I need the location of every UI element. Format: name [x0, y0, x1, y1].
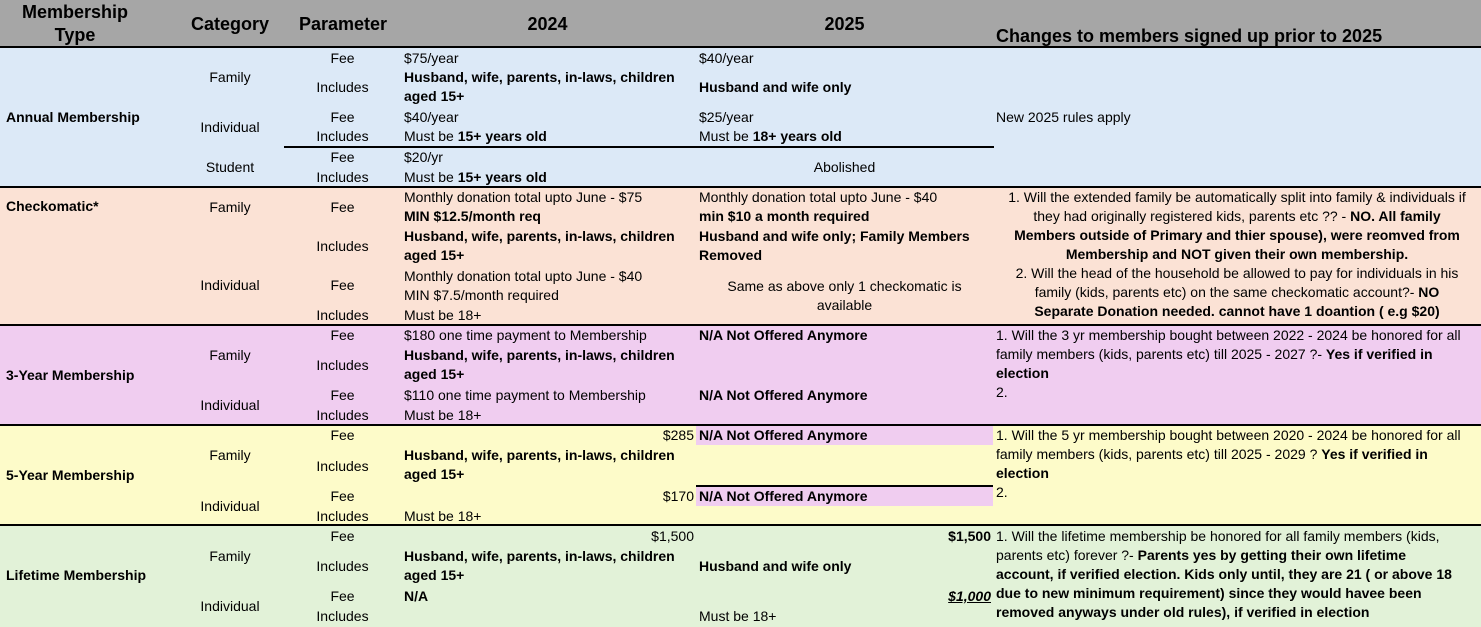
changes-text: New 2025 rules apply: [996, 109, 1131, 125]
membership-type-label: 5-Year Membership: [6, 467, 135, 483]
param-fee: Fee: [330, 327, 355, 343]
header-category: Category: [190, 14, 270, 34]
category-individual: Individual: [200, 498, 260, 514]
param-includes: Includes: [316, 238, 369, 254]
membership-type-label: Annual Membership: [6, 109, 140, 125]
param-fee: Fee: [330, 199, 355, 215]
param-includes: Includes: [316, 79, 369, 95]
param-fee: Fee: [330, 50, 355, 66]
includes-2025: Husband and wife only; Family Members Removed: [699, 228, 970, 263]
param-includes: Includes: [316, 407, 369, 423]
category-family: Family: [209, 447, 251, 463]
fee-2024: N/A: [404, 588, 429, 604]
category-individual: Individual: [200, 277, 260, 293]
category-family: Family: [209, 548, 251, 564]
includes-2024: Must be 15+ years old: [404, 169, 547, 185]
category-individual: Individual: [200, 598, 260, 614]
fee-2025: N/A Not Offered Anymore: [699, 387, 868, 403]
fee-2025: Monthly donation total upto June - $40 min $10 a month required: [699, 189, 938, 224]
param-includes: Includes: [316, 169, 369, 185]
param-includes: Includes: [316, 608, 369, 624]
includes-2025: Husband and wife only: [699, 558, 852, 574]
fee-2024: $20/yr: [404, 149, 443, 165]
param-fee: Fee: [330, 109, 355, 125]
category-family: Family: [209, 347, 251, 363]
param-includes: Includes: [316, 307, 369, 323]
header-membership-type: Membership Type: [21, 2, 129, 45]
fee-2025: Same as above only 1 checkomatic is available: [727, 278, 962, 313]
includes-2024: Must be 18+: [404, 307, 482, 323]
fee-2025: $1,000: [948, 588, 991, 604]
fee-2025: N/A Not Offered Anymore: [699, 427, 868, 443]
category-family: Family: [209, 69, 251, 85]
header-changes: Changes to members signed up prior to 2025: [996, 26, 1383, 46]
fee-2024: $180 one time payment to Membership: [404, 327, 647, 343]
includes-2024: Must be 18+: [404, 508, 482, 524]
membership-type-label: Checkomatic*: [6, 198, 99, 214]
changes-text: 1. Will the extended family be automatically split into family & individuals if they had originally registered kids, parents etc ?? - NO. All family Members outside of Primary and thier spouse), were reomved from Membership and NOT given their own membership. 2. Will the head of the household be allowed to pay for individuals in his family (kids, parents etc) on the same checkomatic account?- NO Separate Donation needed. cannot have 1 doantion ( e.g $20): [1008, 189, 1466, 319]
includes-2024: Husband, wife, parents, in-laws, children aged 15+: [404, 228, 675, 263]
fee-2024: Monthly donation total upto June - $75 MIN $12.5/month req: [404, 189, 643, 224]
fee-2025: N/A Not Offered Anymore: [699, 327, 868, 343]
param-includes: Includes: [316, 357, 369, 373]
param-includes: Includes: [316, 508, 369, 524]
param-includes: Includes: [316, 458, 369, 474]
header-2025: 2025: [824, 14, 865, 34]
param-includes: Includes: [316, 128, 369, 144]
category-student: Student: [205, 159, 255, 175]
includes-2025: Must be 18+ years old: [699, 128, 842, 144]
includes-2024: Husband, wife, parents, in-laws, children aged 15+: [404, 447, 675, 482]
fee-2024: $40/year: [404, 109, 459, 125]
param-fee: Fee: [330, 277, 355, 293]
param-fee: Fee: [330, 488, 355, 504]
includes-2024: Husband, wife, parents, in-laws, children aged 15+: [404, 69, 675, 104]
fee-2024: $75/year: [404, 50, 459, 66]
abolished-text: Abolished: [813, 159, 876, 175]
lifetime-band: [0, 526, 1481, 627]
category-individual: Individual: [200, 397, 260, 413]
fee-2024: $1,500: [651, 528, 694, 544]
category-family: Family: [209, 199, 251, 215]
includes-2024: Husband, wife, parents, in-laws, children aged 15+: [404, 548, 675, 583]
fee-2024: $170: [662, 488, 694, 504]
membership-type-label: 3-Year Membership: [6, 367, 135, 383]
param-fee: Fee: [330, 528, 355, 544]
membership-type-label: Lifetime Membership: [6, 567, 147, 583]
fee-2024: Monthly donation total upto June - $40 MIN $7.5/month required: [404, 268, 643, 303]
param-includes: Includes: [316, 558, 369, 574]
header-row: [0, 0, 1481, 48]
includes-2024: Must be 18+: [404, 407, 482, 423]
param-fee: Fee: [330, 149, 355, 165]
three-year-band: [0, 326, 1481, 426]
five-year-band: [0, 426, 1481, 526]
includes-2024: Must be 15+ years old: [404, 128, 547, 144]
param-fee: Fee: [330, 588, 355, 604]
header-2024: 2024: [527, 14, 568, 34]
fee-2024: $110 one time payment to Membership: [404, 387, 646, 403]
fee-2025: N/A Not Offered Anymore: [699, 488, 868, 504]
param-fee: Fee: [330, 427, 355, 443]
fee-2024: $285: [662, 427, 694, 443]
includes-2025: Must be 18+: [699, 608, 777, 624]
includes-2024: Husband, wife, parents, in-laws, children aged 15+: [404, 347, 675, 382]
annual-membership-band: [0, 48, 1481, 188]
fee-2025: $25/year: [699, 109, 754, 125]
fee-2025: $40/year: [699, 50, 754, 66]
header-parameter: Parameter: [298, 14, 388, 34]
fee-2025: $1,500: [948, 528, 991, 544]
changes-text: 1. Will the lifetime membership be honored for all family members (kids, parents etc) forever ?- Parents yes by getting their own lifetime account, if verified election. Kids only until, they are 21 ( or above 18 due to new minimum requirement) since they would havee been removed anyways under old rules), if verified in election: [996, 528, 1452, 620]
changes-text: 1. Will the 5 yr membership bought between 2020 - 2024 be honored for all family members (kids, parents etc) till 2025 - 2029 ? Yes if verified in election 2.: [996, 427, 1461, 500]
changes-text: 1. Will the 3 yr membership bought between 2022 - 2024 be honored for all family members (kids, parents etc) till 2025 - 2027 ?- Yes if verified in election 2.: [996, 327, 1461, 400]
param-fee: Fee: [330, 387, 355, 403]
checkomatic-band: [0, 188, 1481, 326]
includes-2025: Husband and wife only: [699, 79, 852, 95]
category-individual: Individual: [200, 119, 260, 135]
